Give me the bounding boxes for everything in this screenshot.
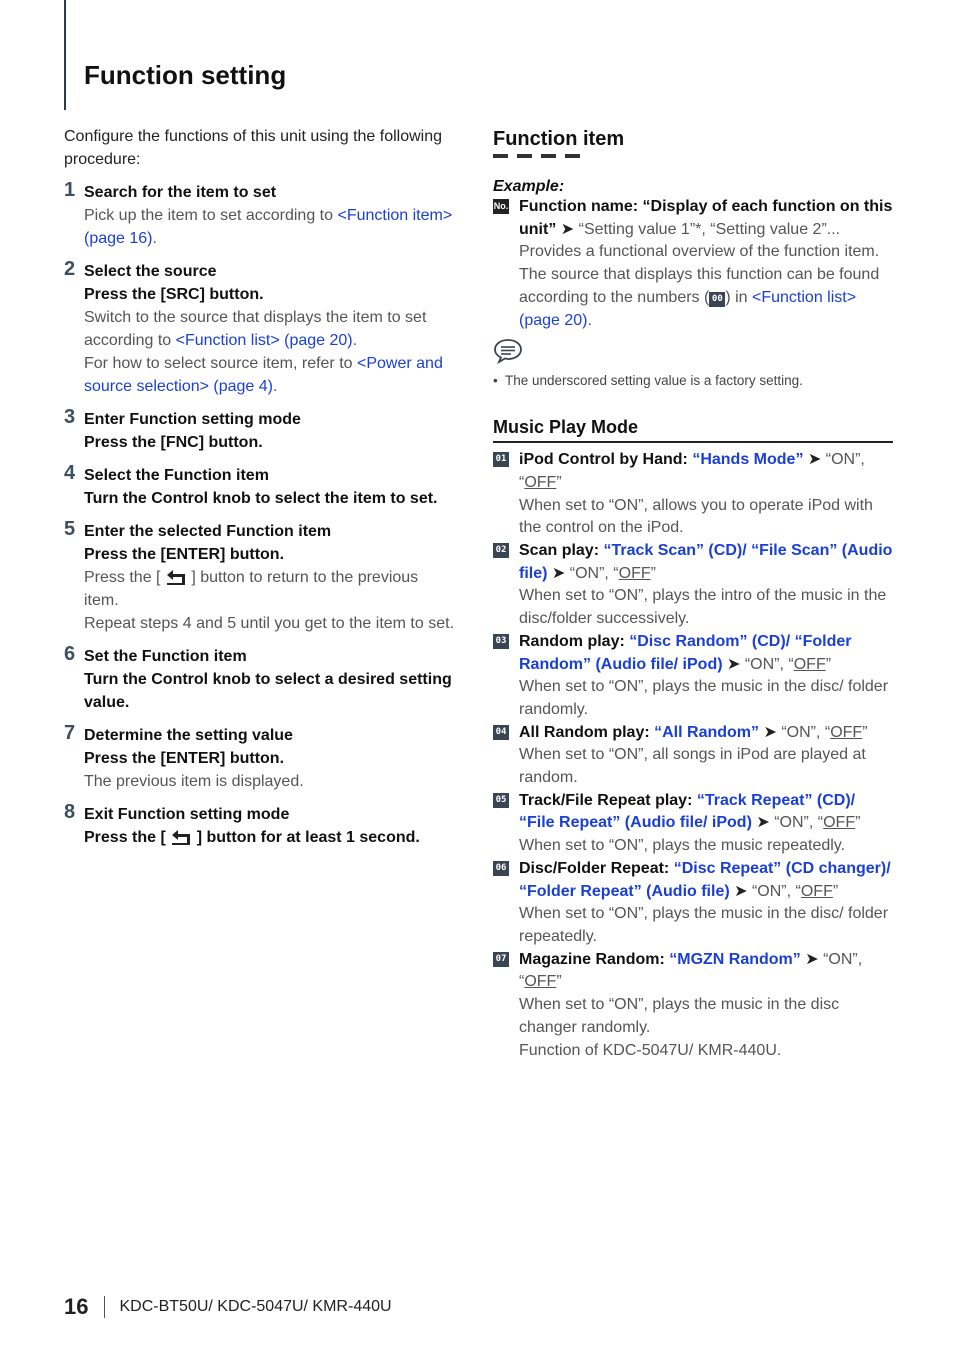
item-on: “ON”, “ [565, 564, 619, 582]
item-off-default: OFF [524, 473, 557, 491]
item-desc: When set to “ON”, allows you to operate iPod with the control on the iPod. [519, 496, 873, 537]
example-label: Example: [493, 178, 565, 195]
step-5 [64, 520, 456, 635]
item-setting-name: “Hands Mode” [692, 451, 804, 469]
item-badge: 05 [493, 793, 509, 808]
example-desc: Provides a functional overview of the function item. The source that displays this function can be found according to the numbers ( [519, 243, 880, 306]
item-off-default: OFF [618, 564, 651, 582]
item-desc: When set to “ON”, plays the music repeatedly. [519, 837, 846, 855]
number-badge: No. [493, 199, 509, 214]
page-footer [64, 1294, 392, 1320]
music-item-07: 07 Magazine Random: “MGZN Random” ➤ “ON”, “OFF” When set to “ON”, plays the music in the disc changer randomly. Function of KDC-5047U/ KMR-440U. [493, 949, 893, 1063]
music-play-list [493, 449, 893, 1062]
step-8 [64, 803, 456, 849]
item-off-default: OFF [793, 655, 826, 673]
step-text: Press the [ [84, 569, 165, 586]
item-off-default: OFF [800, 882, 833, 900]
function-list-link[interactable]: <Function list> (page 20) [519, 288, 857, 329]
item-quote: ” [855, 814, 861, 832]
back-arrow-icon [170, 829, 192, 845]
step-title: Select the Function item [84, 467, 269, 484]
music-item-05: 05 Track/File Repeat play: “Track Repeat” (CD)/ “File Repeat” (Audio file/ iPod) ➤ “ON”, “OFF” When set to “ON”, plays the music repeatedly. [493, 790, 893, 858]
music-item-06: 06 Disc/Folder Repeat: “Disc Repeat” (CD changer)/ “Folder Repeat” (Audio file) ➤ “ON”, “OFF” When set to “ON”, plays the music in the disc/ folder repeatedly. [493, 858, 893, 949]
step-title: Enter the selected Function item [84, 523, 332, 540]
function-list-link[interactable]: <Function list> (page 20) [175, 332, 353, 349]
step-number: 6 [64, 643, 76, 665]
step-4 [64, 464, 456, 510]
step-7 [64, 724, 456, 793]
item-setting-name: “MGZN Random” [669, 950, 801, 968]
step-title: Enter Function setting mode [84, 411, 301, 428]
item-label: Track/File Repeat play: [519, 791, 697, 809]
item-on: “ON”, “ [776, 723, 831, 741]
item-quote: ” [825, 655, 832, 673]
note-icon [493, 338, 523, 364]
item-quote: ” [556, 973, 562, 991]
item-off-default: OFF [830, 723, 863, 741]
step-text: Pick up the item to set according to [84, 207, 338, 224]
step-3 [64, 408, 456, 454]
item-off-default: OFF [823, 814, 856, 832]
step-number: 7 [64, 722, 76, 744]
item-setting-name: “Track Scan” (CD)/ “File Scan” (Audio file) [519, 542, 893, 582]
music-item-02: 02 Scan play: “Track Scan” (CD)/ “File Scan” (Audio file) ➤ “ON”, “OFF” When set to “ON”, plays the intro of the music in the disc/folder successively. [493, 540, 893, 631]
step-action: Press the [ENTER] button. [84, 546, 285, 563]
step-action: Press the [ [84, 829, 171, 846]
title-rule [64, 0, 66, 110]
step-title: Determine the setting value [84, 727, 293, 744]
step-number: 8 [64, 801, 76, 823]
note-body: The underscored setting value is a factory setting. [504, 373, 803, 389]
step-text-end: . [152, 230, 157, 247]
item-on: “ON”, “ [519, 950, 863, 991]
step-number: 4 [64, 462, 76, 484]
item-quote: ” [862, 723, 868, 741]
step-title: Search for the item to set [84, 184, 277, 201]
item-badge: 06 [493, 861, 509, 876]
item-setting-name: “All Random” [654, 723, 760, 741]
item-off-default: OFF [524, 973, 557, 991]
item-label: Scan play: [519, 542, 604, 560]
step-text-end: . [352, 332, 358, 349]
music-item-01: 01 iPod Control by Hand: “Hands Mode” ➤ “ON”, “OFF” When set to “ON”, allows you to operate iPod with the control on the iPod. [493, 449, 893, 540]
page-title: Function setting [84, 60, 287, 90]
step-text-end: ] button to return to the previous item. [84, 569, 419, 609]
step-number: 1 [64, 179, 76, 201]
title-dashes [493, 154, 893, 158]
music-item-04: 04 All Random play: “All Random” ➤ “ON”, “OFF” When set to “ON”, all songs in iPod are played at random. [493, 722, 893, 790]
item-label: Magazine Random: [519, 950, 670, 968]
item-badge: 01 [493, 452, 509, 467]
step-action-end: ] button for at least 1 second. [192, 829, 420, 846]
step-action: Press the [ENTER] button. [84, 750, 285, 767]
example-values: “Setting value 1”*, “Setting value 2”... [574, 220, 841, 238]
music-item-03: 03 Random play: “Disc Random” (CD)/ “Folder Random” (Audio file/ iPod) ➤ “ON”, “OFF” When set to “ON”, plays the music in the disc/ folder randomly. [493, 631, 893, 722]
step-action: Press the [SRC] button. [84, 286, 264, 303]
step-number: 3 [64, 406, 76, 428]
step-text-repeat: Repeat steps 4 and 5 until you get to the item to set. [84, 615, 455, 632]
item-setting-name: “Disc Repeat” (CD changer)/ “Folder Repeat” (Audio file) [519, 859, 891, 900]
item-quote: ” [556, 473, 562, 491]
step-title: Select the source [84, 263, 217, 280]
model-names: KDC-BT50U/ KDC-5047U/ KMR-440U [119, 1298, 392, 1315]
item-on: “ON”, “ [740, 655, 794, 673]
step-1 [64, 181, 456, 250]
step-text: Switch to the source that displays the item to set according to [84, 309, 427, 349]
item-desc: When set to “ON”, plays the intro of the music in the disc/folder successively. [519, 587, 887, 628]
step-text: The previous item is displayed. [84, 773, 304, 790]
note-text: • The underscored setting value is a factory setting. [493, 373, 803, 389]
item-on: “ON”, “ [769, 814, 824, 832]
back-arrow-icon [165, 569, 187, 585]
example-name: Function name: “Display of each function on this unit” [519, 198, 893, 238]
step-2 [64, 260, 456, 398]
step-number: 5 [64, 518, 76, 540]
step-action: Turn the Control knob to select a desired setting value. [84, 671, 452, 711]
step-action: Turn the Control knob to select the item to set. [84, 490, 438, 507]
item-badge: 03 [493, 634, 509, 649]
item-setting-name: “Track Repeat” (CD)/ “File Repeat” (Audio file/ iPod) [519, 791, 856, 832]
item-quote: ” [832, 882, 839, 900]
item-desc: When set to “ON”, plays the music in the disc/ folder repeatedly. [519, 905, 889, 945]
item-on: “ON”, “ [519, 451, 865, 491]
item-badge: 02 [493, 543, 509, 558]
source-badge: 00 [709, 292, 725, 307]
item-desc-models: Function of KDC-5047U/ KMR-440U. [519, 1041, 782, 1059]
page-number: 16 [64, 1294, 89, 1319]
item-label: All Random play: [519, 723, 655, 741]
function-item-link[interactable]: <Function item> (page 16) [84, 207, 453, 247]
step-text: For how to select source item, refer to [84, 355, 357, 372]
power-source-link[interactable]: <Power and source selection> (page 4) [84, 355, 443, 395]
step-action: Press the [FNC] button. [84, 434, 263, 451]
item-badge: 07 [493, 952, 509, 967]
item-on: “ON”, “ [747, 882, 801, 900]
footer-divider [104, 1296, 105, 1318]
item-label: iPod Control by Hand: [519, 451, 693, 469]
example-item [493, 196, 893, 332]
intro-text: Configure the functions of this unit using the following procedure: [64, 128, 443, 168]
step-title: Set the Function item [84, 648, 247, 665]
step-6 [64, 645, 456, 714]
example-desc-end: . [587, 311, 592, 329]
item-desc: When set to “ON”, plays the music in the disc/ folder randomly. [519, 678, 889, 718]
function-item-column [493, 126, 893, 1062]
section-title: Function item [493, 128, 625, 150]
arrow-icon: ➤ [560, 220, 575, 238]
subsection-title: Music Play Mode [493, 417, 893, 443]
item-desc: When set to “ON”, all songs in iPod are played at random. [519, 746, 866, 787]
item-label: Disc/Folder Repeat: [519, 859, 674, 877]
step-title: Exit Function setting mode [84, 806, 290, 823]
item-badge: 04 [493, 725, 509, 740]
item-desc: When set to “ON”, plays the music in the disc changer randomly. [519, 996, 840, 1036]
step-number: 2 [64, 258, 76, 280]
item-quote: ” [650, 564, 656, 582]
item-setting-name: “Disc Random” (CD)/ “Folder Random” (Audio file/ iPod) [519, 632, 852, 673]
item-label: Random play: [519, 632, 630, 650]
procedure-column [64, 126, 456, 849]
example-desc-mid: ) in [725, 288, 752, 306]
step-text-end: . [273, 378, 278, 395]
